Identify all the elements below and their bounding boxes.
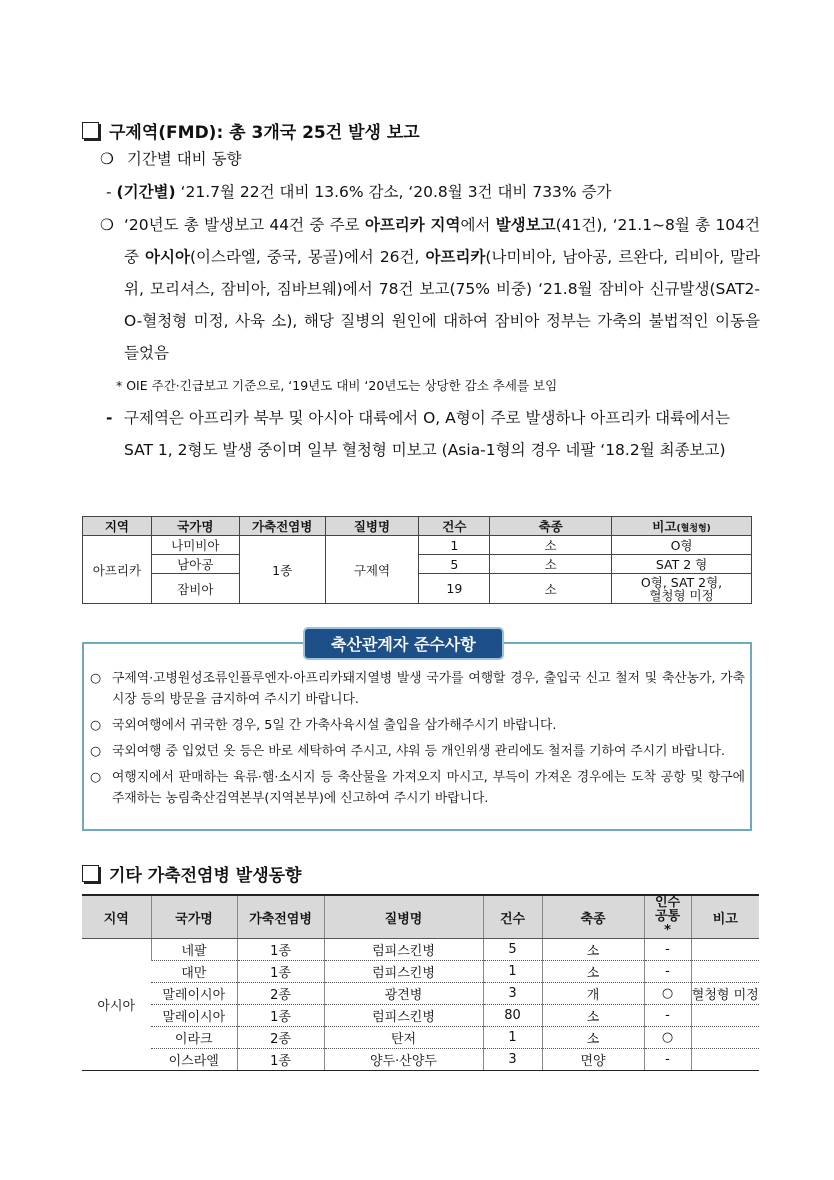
section-heading-other (82, 861, 301, 886)
grade-cell: 2종 (237, 983, 324, 1005)
country-cell: 나미비아 (151, 536, 239, 555)
summary-paragraph (124, 209, 760, 369)
table-row (82, 1049, 759, 1071)
list-item (90, 715, 745, 736)
country-cell: 대만 (151, 961, 237, 983)
count-cell: 1 (483, 961, 542, 983)
circle-bullet-icon: ○ (90, 770, 102, 785)
species-cell: 소 (542, 939, 644, 961)
summary-bold: 아프리카 지역 (364, 216, 461, 234)
list-item (90, 741, 745, 762)
sub-heading-text: 기간별 대비 동향 (126, 150, 242, 168)
table-row (82, 939, 759, 961)
period-comparison (106, 181, 612, 203)
table-header-row (82, 895, 759, 939)
oie-note: * OIE 주간·긴급보고 기준으로, ‘19년도 대비 ‘20년도는 상당한 감소 추세를 보임 (116, 378, 558, 393)
disease-cell: 탄저 (324, 1027, 483, 1049)
circle-bullet-icon: ❍ (100, 150, 114, 168)
zoonotic-cell: - (644, 939, 691, 961)
remark-cell: SAT 2 형 (612, 555, 752, 574)
col-header: 축종 (542, 895, 644, 939)
species-cell: 소 (542, 1027, 644, 1049)
section-heading-text: 구제역(FMD): 총 3개국 25건 발생 보고 (109, 123, 420, 143)
col-header: 건수 (483, 895, 542, 939)
remark-cell: O형, SAT 2형, 혈청형 미정 (612, 574, 752, 604)
sub-heading-period (100, 148, 242, 170)
disease-cell: 럼피스킨병 (324, 1005, 483, 1027)
table-row (82, 1005, 759, 1027)
circle-bullet-icon: ❍ (100, 216, 114, 234)
zoonotic-cell: - (644, 1005, 691, 1027)
col-header: 국가명 (151, 895, 237, 939)
notice-item-text: 여행지에서 판매하는 육류·햄·소시지 등 축산물을 가져오지 마시고, 부득이 가져온 경우에는 도착 공항 및 항구에 주재하는 농림축산검역본부(지역본부)에 신고하여 주시기 바랍니다. (112, 770, 745, 806)
zoonotic-cell: - (644, 1049, 691, 1071)
remark-cell: O형 (612, 536, 752, 555)
col-header-zoonotic: 인수공통* (644, 895, 691, 939)
remark-cell (691, 939, 759, 961)
species-cell: 소 (490, 536, 612, 555)
table-row (82, 1027, 759, 1049)
checkbox-square-icon (82, 865, 99, 882)
col-header: 가축전염병 (239, 517, 325, 536)
fmd-table (82, 516, 752, 604)
period-label: (기간별) (116, 183, 176, 201)
grade-cell: 1종 (237, 961, 324, 983)
summary-text: ‘20년도 총 발생보고 44건 중 주로 (124, 216, 365, 234)
region-cell: 아시아 (82, 939, 151, 1071)
col-header: 질병명 (324, 895, 483, 939)
dash-bullet: - (106, 183, 117, 201)
summary-text: (이스라엘, 중국, 몽골)에서 26건, (189, 248, 426, 266)
count-cell: 80 (483, 1005, 542, 1027)
col-header: 건수 (419, 517, 490, 536)
col-header: 비고 (691, 895, 759, 939)
country-cell: 남아공 (151, 555, 239, 574)
disease-cell: 구제역 (325, 536, 419, 604)
remark-cell (691, 1005, 759, 1027)
remark-cell (691, 961, 759, 983)
zoonotic-cell: ○ (644, 1027, 691, 1049)
circle-bullet-icon: ○ (90, 718, 102, 733)
section-heading-fmd (82, 118, 420, 143)
notice-list (90, 668, 745, 809)
outbreak-summary (100, 209, 760, 369)
col-header-text: 비고 (652, 519, 677, 534)
table-row (82, 961, 759, 983)
notice-item-text: 국외여행 중 입었던 옷 등은 바로 세탁하여 주시고, 샤워 등 개인위생 관리에도 철저를 기하여 주시기 바랍니다. (112, 744, 726, 759)
table-row (82, 983, 759, 1005)
count-cell: 19 (419, 574, 490, 604)
country-cell: 말레이시아 (151, 1005, 237, 1027)
col-header: 질병명 (325, 517, 419, 536)
col-header: 가축전염병 (237, 895, 324, 939)
circle-bullet-icon: ○ (90, 744, 102, 759)
table-header-row (83, 517, 752, 536)
summary-bold: 발생보고 (495, 216, 556, 234)
count-cell: 1 (483, 1027, 542, 1049)
species-cell: 개 (542, 983, 644, 1005)
period-text: ‘21.7월 22건 대비 13.6% 감소, ‘20.8월 3건 대비 733% 증가 (175, 183, 612, 201)
remark-cell (691, 1027, 759, 1049)
col-header: 지역 (82, 895, 151, 939)
col-header: 지역 (83, 517, 152, 536)
summary-text: (41건), ‘21.1~8월 총 104건 중 (124, 216, 760, 266)
count-cell: 5 (483, 939, 542, 961)
zoonotic-cell: - (644, 961, 691, 983)
count-cell: 3 (483, 1049, 542, 1071)
dash-bullet: - (106, 409, 113, 427)
list-item (90, 767, 745, 809)
col-header: 축종 (490, 517, 612, 536)
notice-title: 축산관계자 준수사항 (303, 627, 504, 660)
disease-cell: 럼피스킨병 (324, 961, 483, 983)
col-header: 국가명 (151, 517, 239, 536)
col-header-suffix: (혈청형) (676, 524, 711, 534)
country-cell: 말레이시아 (151, 983, 237, 1005)
species-cell: 소 (542, 1005, 644, 1027)
grade-cell: 1종 (237, 939, 324, 961)
grade-cell: 1종 (237, 1005, 324, 1027)
species-cell: 면양 (542, 1049, 644, 1071)
section-heading-text: 기타 가축전염병 발생동향 (109, 866, 302, 886)
country-cell: 이스라엘 (151, 1049, 237, 1071)
serotype-paragraph (106, 402, 760, 466)
table-row (83, 536, 752, 555)
zoonotic-cell: ○ (644, 983, 691, 1005)
species-cell: 소 (542, 961, 644, 983)
remark-cell (691, 1049, 759, 1071)
species-cell: 소 (490, 555, 612, 574)
other-disease-table (82, 894, 759, 1071)
col-header-remark (612, 517, 752, 536)
checkbox-square-icon (82, 122, 99, 139)
disease-cell: 광견병 (324, 983, 483, 1005)
circle-bullet-icon: ○ (90, 671, 102, 686)
summary-text: 에서 (460, 216, 496, 234)
grade-cell: 1종 (237, 1049, 324, 1071)
country-cell: 이라크 (151, 1027, 237, 1049)
country-cell: 잠비아 (151, 574, 239, 604)
serotype-text: 구제역은 아프리카 북부 및 아시아 대륙에서 O, A형이 주로 발생하나 아프리카 대륙에서는 SAT 1, 2형도 발생 중이며 일부 혈청형 미보고 (Asia-1형의 경우 네팔 ‘18.2월 최종보고) (124, 409, 730, 459)
region-cell: 아프리카 (83, 536, 152, 604)
species-cell: 소 (490, 574, 612, 604)
summary-bold: 아프리카 (425, 248, 486, 266)
remark-cell: 혈청형 미정 (691, 983, 759, 1005)
notice-item-text: 국외여행에서 귀국한 경우, 5일 간 가축사육시설 출입을 삼가해주시기 바랍니다. (112, 718, 557, 733)
disease-cell: 양두·산양두 (324, 1049, 483, 1071)
grade-cell: 1종 (239, 536, 325, 604)
count-cell: 1 (419, 536, 490, 555)
notice-item-text: 구제역·고병원성조류인플루엔자·아프리카돼지열병 발생 국가를 여행할 경우, 출입국 신고 철저 및 축산농가, 가축시장 등의 방문을 금지하여 주시기 바랍니다. (112, 671, 745, 707)
count-cell: 5 (419, 555, 490, 574)
summary-text: (나미비아, 남아공, 르완다, 리비아, 말라위, 모리셔스, 잠비아, 짐바브웨)에서 78건 보고(75% 비중) ‘21.8월 잠비아 신규발생(SAT2-O-혈청형 미정, 사육 소), 해당 질병의 원인에 대하여 잠비아 정부는 가축의 불법적인 이동을 들었음 (124, 248, 761, 362)
grade-cell: 2종 (237, 1027, 324, 1049)
summary-bold: 아시아 (145, 248, 190, 266)
list-item (90, 668, 745, 710)
count-cell: 3 (483, 983, 542, 1005)
disease-cell: 럼피스킨병 (324, 939, 483, 961)
country-cell: 네팔 (151, 939, 237, 961)
